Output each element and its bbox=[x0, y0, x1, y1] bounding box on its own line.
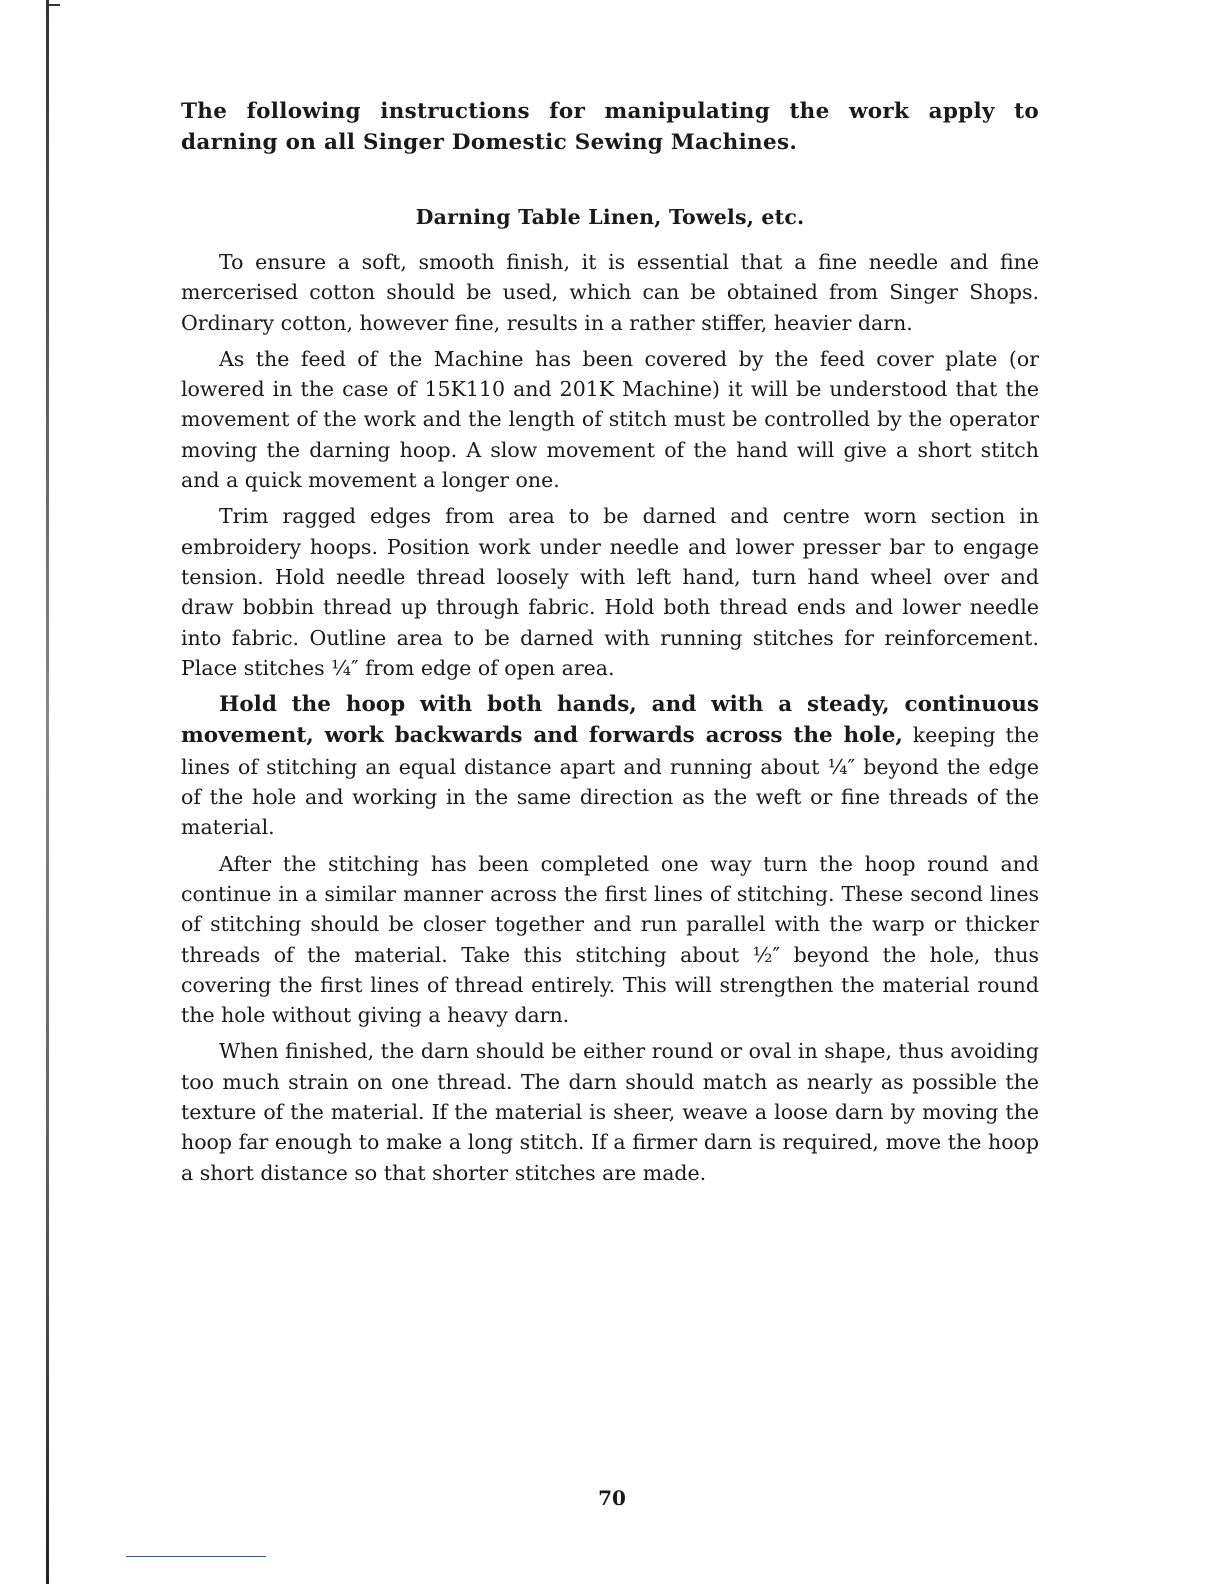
intro-statement: The following instructions for manipulating the work apply to darning on all Singer Domestic Sewing Machines. bbox=[181, 99, 1039, 155]
paragraph-cotton: To ensure a soft, smooth finish, it is essential that a fine needle and fine mercerised cotton should be used, which can be obtained from Singer Shops. Ordinary cotton, however fine, results in a rather stiffer, heavier darn. bbox=[181, 250, 1039, 335]
paragraph-second-pass: After the stitching has been completed one way turn the hoop round and continue in a similar manner across the first lines of stitching. These second lines of stitching should be closer together and run parallel with the warp or thicker threads of the material. Take this stitching about ½″ beyond the hole, thus covering the first lines of thread entirely. This will strengthen the material round the hole without giving a heavy darn. bbox=[181, 851, 1039, 1028]
scan-binding-edge bbox=[46, 0, 49, 1584]
paragraph-preparation: Trim ragged edges from area to be darned and centre worn section in embroidery hoops. Position work under needle and lower presser bar to engage tension. Hold needle thread loosely with left hand, turn hand wheel over and draw bobbin thread up through fabric. Hold both thread ends and lower needle into fabric. Outline area to be darned with running stitches for reinforcement. Place stitches ¼″ from edge of open area. bbox=[181, 504, 1039, 680]
section-heading: Darning Table Linen, Towels, etc. bbox=[415, 205, 805, 229]
page-number: 70 bbox=[598, 1486, 626, 1510]
scan-corner-mark bbox=[46, 4, 60, 6]
emphasis-instruction: Hold the hoop with both hands, and with a steady, continuous movement, work backwards and forwards across the hole, bbox=[181, 692, 1039, 749]
paragraph-feed: As the feed of the Machine has been covered by the feed cover plate (or lowered in the case of 15K110 and 201K Machine) it will be understood that the movement of the work and the length of stitch must be controlled by the operator moving the darning hoop. A slow movement of the hand will give a short stitch and a quick movement a longer one. bbox=[181, 346, 1039, 493]
paragraph-hoop-continuation: keeping the lines of stitching an equal distance apart and running about ¼″ beyond the edge of the hole and working in the same direction as the weft or fine threads of the material. bbox=[181, 723, 1040, 840]
page-body bbox=[181, 96, 1039, 1194]
paragraph-hoop-movement bbox=[181, 689, 1039, 842]
paragraph-finish: When finished, the darn should be either round or oval in shape, thus avoiding too much strain on one thread. The darn should match as nearly as possible the texture of the material. If the material is sheer, weave a loose darn by moving the hoop far enough to make a long stitch. If a firmer darn is required, move the hoop a short distance so that shorter stitches are made. bbox=[181, 1039, 1039, 1185]
footnote-rule bbox=[126, 1556, 266, 1557]
